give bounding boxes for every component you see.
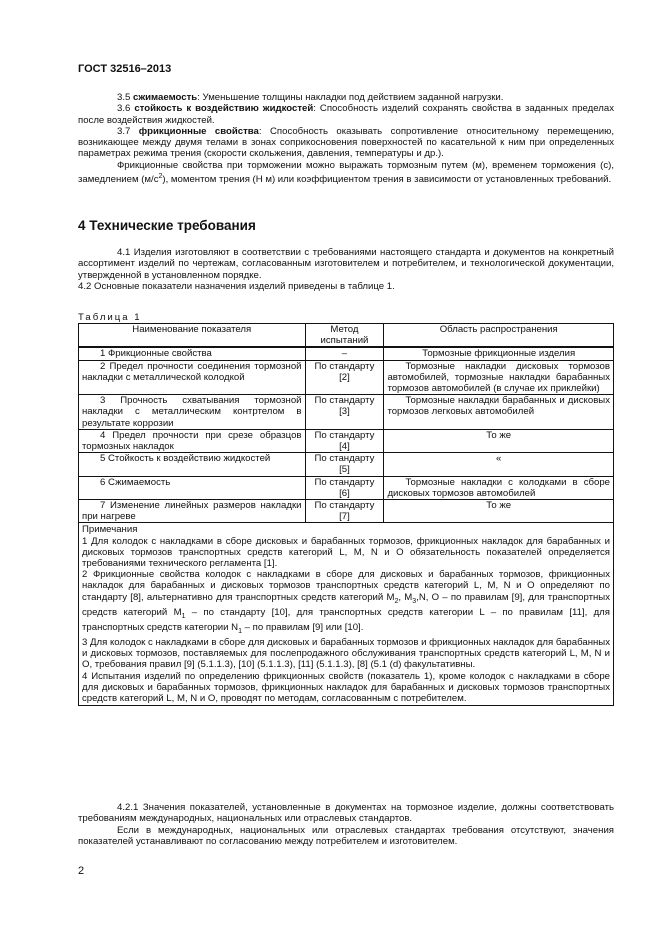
definition-3-5 (78, 92, 614, 103)
table-row (79, 360, 614, 395)
paragraph-4-2-1: 4.2.1 Значения показателей, установленные в документах на тормозное изделие, должны соответствовать требованиям международных, национальных или отраслевых стандартов. (78, 802, 614, 825)
def-text: : Способность оказывать сопротивление относительному перемещению, возникающее между двумя телами в зонах соприкосновения поверхностей по касательной к ним при определенных параметрах режима трения (скорости скольжения, давления, температуры и др.). (78, 125, 614, 160)
definitions-block (78, 92, 614, 186)
cell-method: По стандарту [2] (305, 360, 384, 395)
note-4: 4 Испытания изделий по определению фрикционных свойств (показатель 1), кроме колодок с накладками в сборе для дисковых и барабанных тормозов, фрикционных накладок для барабанных и дисковых тормозов транспортных средств категорий L, M, N и O, проводят по методам, согласованным с потребителем. (82, 670, 610, 705)
cell-method: По стандарту [4] (305, 429, 384, 452)
subscript: 1 (181, 612, 186, 620)
friction-note-part: Фрикционные свойства при торможении можно выражать тормозным путем (м), временем торможения (с), замедлением (м/с (78, 159, 614, 186)
cell-method: По стандарту [7] (305, 500, 384, 523)
page-number: 2 (78, 865, 85, 877)
table-row (79, 347, 614, 360)
friction-note-part: ), моментом трения (Н м) или коэффициентом трения в зависимости от установленных требований. (162, 174, 612, 186)
definition-3-6 (78, 103, 614, 126)
col-header-scope: Область распространения (384, 324, 614, 348)
table-row (79, 453, 614, 476)
section-heading: 4 Технические требования (78, 218, 256, 233)
document-header: ГОСТ 32516–2013 (78, 63, 172, 75)
cell-scope: Тормозные накладки барабанных и дисковых тормозов легковых автомобилей (384, 395, 614, 430)
col-header-name: Наименование показателя (79, 324, 306, 348)
note-2-part: ,N, O – по правилам [9], для транспортных средств категорий M (82, 591, 610, 618)
table-row (79, 500, 614, 523)
paragraph-4-2: 4.2 Основные показатели назначения изделий приведены в таблице 1. (78, 280, 395, 292)
note-2-part: – по стандарту [10], для транспортных средств категории L – по правилам [11], для транспортных средств категории N (82, 606, 610, 633)
cell-name: 6 Сжимаемость (79, 476, 306, 499)
definition-3-7 (78, 126, 614, 160)
cell-name: 5 Стойкость к воздействию жидкостей (79, 453, 306, 476)
table-notes-row (79, 523, 614, 706)
cell-method: – (305, 347, 384, 360)
cell-scope: Тормозные накладки с колодками в сборе дисковых тормозов автомобилей (384, 476, 614, 499)
table-caption: Таблица 1 (78, 312, 142, 323)
def-num: 3.5 (117, 92, 134, 103)
note-2 (82, 569, 610, 637)
cell-method: По стандарту [6] (305, 476, 384, 499)
table-row (79, 395, 614, 430)
table-header-row (79, 324, 614, 348)
superscript: 2 (158, 173, 163, 181)
table-1-block (78, 312, 614, 706)
friction-note (78, 160, 614, 186)
table-row (79, 476, 614, 499)
def-num: 3.6 (117, 103, 135, 115)
cell-name: 7 Изменение линейных размеров накладки при нагреве (79, 500, 306, 523)
subscript: 2 (394, 597, 399, 605)
requirements-table (78, 323, 614, 706)
note-1: 1 Для колодок с накладками в сборе дисковых и барабанных тормозов, фрикционных накладок для барабанных и дисковых тормозов транспортных средств категорий L, M, N и O обязательность показателей определяется требованиями технического регламента [1]. (82, 535, 610, 570)
note-2-part: 2 Фрикционные свойства колодок с накладками в сборе для дисковых и барабанных тормозов, фрикционных накладок для барабанных и дисковых тормозов транспортных средств категорий L, M, N и O определяют по стандарту [8], альтернативно для транспортных средств категорий M (82, 569, 610, 603)
cell-name: 2 Предел прочности соединения тормозной накладки с металлической колодкой (79, 360, 306, 395)
subscript: 3 (412, 597, 417, 605)
def-term: стойкость к воздействию жидкостей (134, 103, 314, 115)
cell-name: 1 Фрикционные свойства (79, 347, 306, 360)
cell-scope: Тормозные фрикционные изделия (384, 347, 614, 360)
paragraph-4-1: 4.1 Изделия изготовляют в соответствии с требованиями настоящего стандарта и документов на конкретный ассортимент изделий по чертежам, согласованным изготовителем и потребителем, и технологической документации, утвержденной в установленном порядке. (78, 247, 614, 281)
cell-name: 3 Прочность схватывания тормозной накладки с металлическим контртелом в результате коррозии (79, 395, 306, 430)
paragraph-if: Если в международных, национальных или отраслевых стандартах требования отсутствуют, значения показателей устанавливают по согласованию между потребителем и изготовителем. (78, 824, 614, 847)
def-text: : Уменьшение толщины накладки под действием заданной нагрузки. (197, 92, 504, 103)
cell-name: 4 Предел прочности при срезе образцов тормозных накладок (79, 429, 306, 452)
note-2-part: , M (398, 591, 413, 603)
note-2-part: – по правилам [9] или [10]. (242, 621, 364, 633)
col-header-method: Метод испытаний (305, 324, 384, 348)
section-4 (78, 218, 614, 233)
notes-title: Примечания (82, 524, 138, 536)
cell-scope: То же (384, 500, 614, 523)
cell-method: По стандарту [3] (305, 395, 384, 430)
table-row (79, 429, 614, 452)
def-term: сжимаемость (133, 92, 198, 103)
def-num: 3.7 (117, 125, 139, 137)
def-term: фрикционные свойства (138, 125, 259, 137)
cell-method: По стандарту [5] (305, 453, 384, 476)
table-notes (79, 523, 614, 706)
def-text: : Способность изделий сохранять свойства в заданных пределах после воздействия жидкостей. (78, 103, 614, 126)
section-4-2-1 (78, 802, 614, 847)
cell-scope: Тормозные накладки дисковых тормозов автомобилей, тормозные накладки барабанных тормозов автомобилей (в случае их приклейки) (384, 360, 614, 395)
cell-scope: « (384, 453, 614, 476)
section-4-body (78, 247, 614, 292)
note-3: 3 Для колодок с накладками в сборе для дисковых и барабанных тормозов и фрикционных накладок для барабанных и дисковых тормозов, поставляемых для послепродажного обслуживания транспортных средств категорий L, M, N и O, требования правил [9] (5.1.1.3), [10] (5.1.1.3), [11] (5.1.1.3), [8] (5.1 (d) факультативны. (82, 637, 610, 671)
subscript: 1 (238, 627, 243, 635)
cell-scope: То же (384, 429, 614, 452)
